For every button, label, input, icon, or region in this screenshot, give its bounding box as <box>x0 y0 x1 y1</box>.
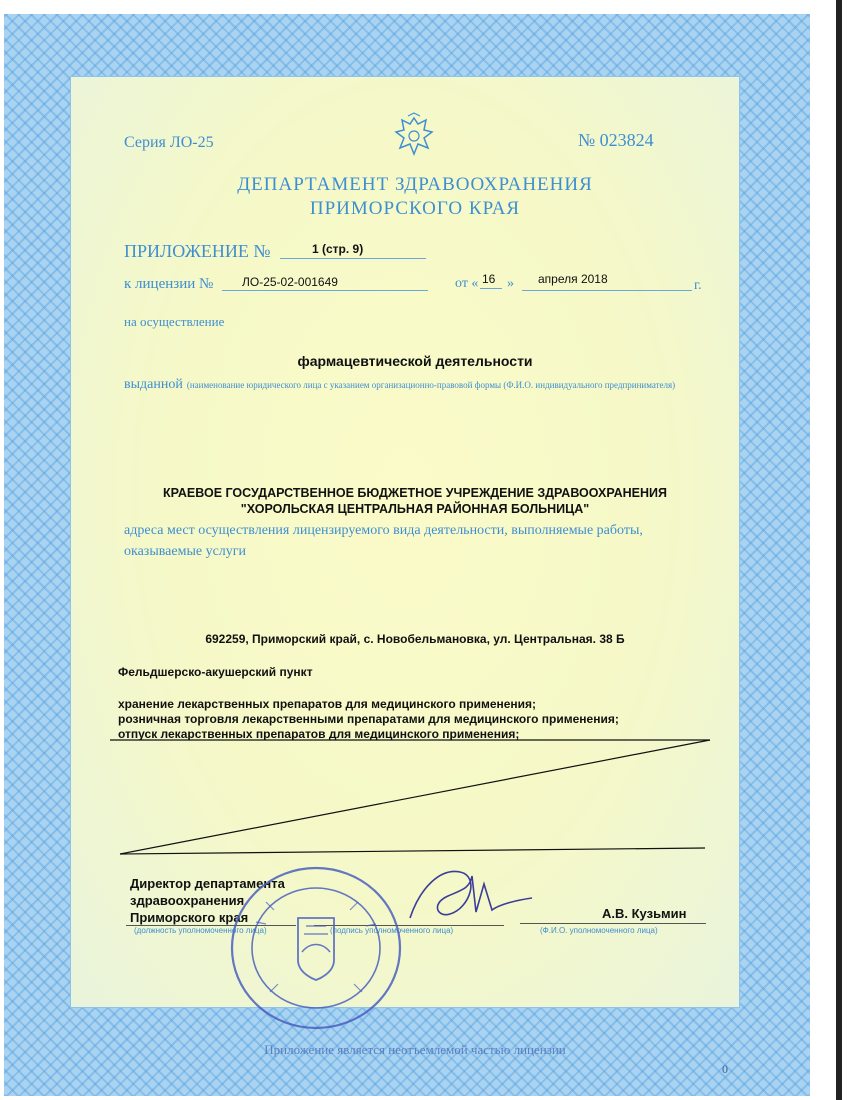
signer-position-line3: Приморского края <box>130 910 249 925</box>
signer-position-line2: здравоохранения <box>130 893 245 908</box>
void-z-line <box>110 736 720 860</box>
signer-position-line1: Директор департамента <box>130 876 285 891</box>
footer-note: Приложение является неотъемлемой частью лицензии <box>264 1042 566 1057</box>
department-title-line1: ДЕПАРТАМЕНТ ЗДРАВООХРАНЕНИЯ <box>237 174 593 195</box>
license-date: апреля 2018 <box>538 272 608 286</box>
license-day: 16 <box>482 272 496 286</box>
caption-name: (Ф.И.О. уполномоченного лица) <box>540 926 658 935</box>
footer-mark: 0 <box>722 1062 728 1076</box>
caption-position: (должность уполномоченного лица) <box>134 926 267 935</box>
name-underline <box>520 923 706 924</box>
signer-name: А.В. Кузьмин <box>602 906 687 921</box>
official-stamp-icon <box>226 862 406 1034</box>
appendix-value: 1 (стр. 9) <box>312 242 364 256</box>
license-label: к лицензии № <box>124 276 214 292</box>
activity-label: на осуществление <box>124 314 225 329</box>
caption-signature: (подпись уполномоченного лица) <box>330 926 454 935</box>
address-value: 692259, Приморский край, с. Новобельмановка, ул. Центральная. 38 Б <box>205 632 625 646</box>
service-item: розничная торговля лекарственными препаратами для медицинского применения; <box>118 712 619 726</box>
scan-edge <box>836 0 842 1100</box>
document-number: № 023824 <box>578 130 654 150</box>
addresses-label: адреса мест осуществления лицензируемого вида деятельности, выполняемые работы, оказываемые услуги <box>124 523 643 559</box>
license-day-underline <box>480 288 502 289</box>
organization-line1: КРАЕВОЕ ГОСУДАРСТВЕННОЕ БЮДЖЕТНОЕ УЧРЕЖДЕНИЕ ЗДРАВООХРАНЕНИЯ <box>163 486 667 500</box>
facility-name: Фельдшерско-акушерский пункт <box>118 665 313 679</box>
service-item: отпуск лекарственных препаратов для медицинского применения; <box>118 727 520 741</box>
service-item: хранение лекарственных препаратов для медицинского применения; <box>118 697 537 711</box>
issued-label <box>124 376 724 393</box>
issued-word: выданной <box>124 377 183 392</box>
department-title-line2: ПРИМОРСКОГО КРАЯ <box>309 198 521 219</box>
license-date-underline <box>522 290 692 291</box>
series-label: Серия ЛО-25 <box>124 134 214 151</box>
license-day-close: » <box>507 276 514 291</box>
coat-of-arms-icon <box>392 112 436 162</box>
activity-value: фармацевтической деятельности <box>297 353 533 369</box>
organization-line2: "ХОРОЛЬСКАЯ ЦЕНТРАЛЬНАЯ РАЙОННАЯ БОЛЬНИЦА" <box>240 502 590 516</box>
license-year-suffix: г. <box>694 278 702 293</box>
appendix-label: ПРИЛОЖЕНИЕ № <box>124 241 271 261</box>
license-number: ЛО-25-02-001649 <box>242 275 338 289</box>
appendix-underline <box>280 258 426 259</box>
license-underline <box>222 290 428 291</box>
handwritten-signature-icon <box>400 858 540 928</box>
license-from-label: от « <box>455 276 479 291</box>
issued-note: (наименование юридического лица с указанием организационно-правовой формы (Ф.И.О. индивидуального предпринимателя) <box>186 380 676 390</box>
